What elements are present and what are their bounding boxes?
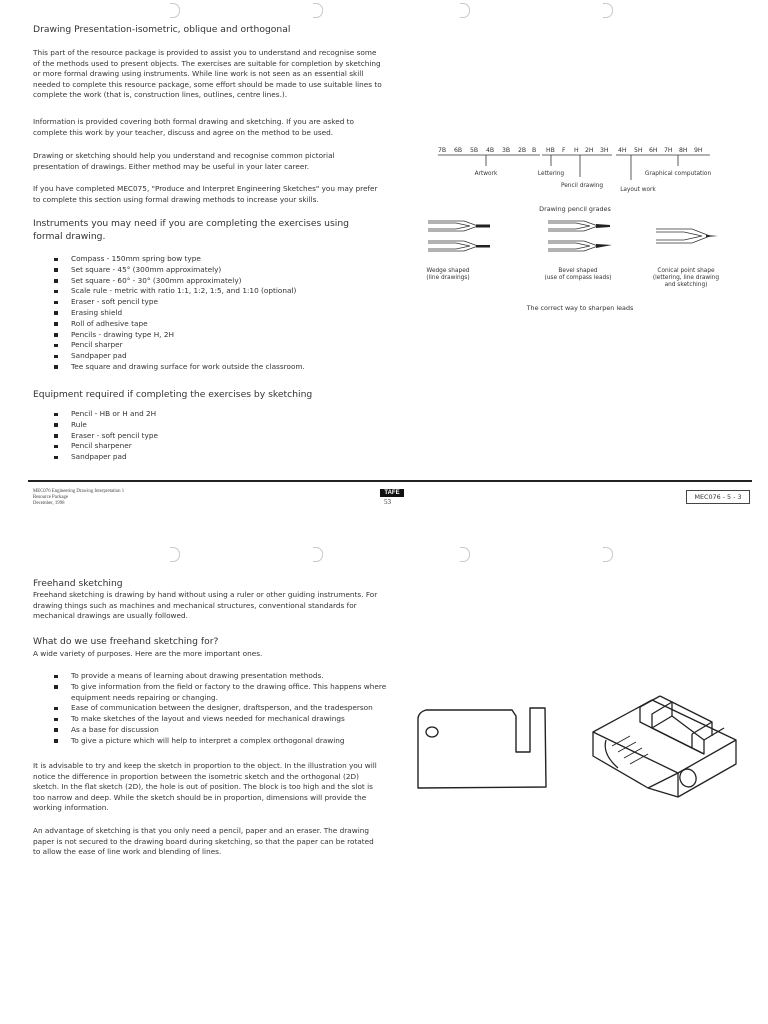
module-code: MEC076 - 5 - 3 [686,490,750,504]
paragraph: Drawing or sketching should help you understand and recognise common pictorial presentation of drawings. Either method may be useful in your later career. [33,151,335,171]
bevel-lead-label: Bevel shaped (use of compass leads) [544,268,612,281]
grade-use-label: Graphical computation [644,171,712,177]
grade-label: B [532,147,537,154]
binder-hole [170,3,180,18]
grade-label: HB [546,147,555,154]
paragraph: Information is provided covering both formal drawing and sketching. If you are asked to complete this work by your teacher, discuss and agree on the method to be used. [33,117,354,137]
section-title: Freehand sketching [33,578,123,589]
list-item: Pencil sharper [52,340,382,351]
grade-label: F [562,147,566,154]
grade-use-label: Pencil drawing [560,183,604,189]
grade-label: 8H [679,147,688,154]
grade-label: 2H [585,147,594,154]
page-number: 53 [384,498,391,506]
paragraph: An advantage of sketching is that you only need a pencil, paper and an eraser. The drawing paper is not secured to the drawing board during sketching, so that the paper can be rotated to allow the ease of line work and blending of lines. [33,826,374,857]
list-item: To give a picture which will help to interpret a complex orthogonal drawing [52,736,387,747]
list-item: Compass - 150mm spring bow type [52,254,382,265]
binder-hole [313,547,323,562]
instruments-heading: Instruments you may need if you are completing the exercises using formal drawing. [33,218,349,242]
grade-label: 4H [618,147,627,154]
list-item: To make sketches of the layout and views needed for mechanical drawings [52,714,387,725]
grade-label: 2B [518,147,527,154]
paragraph: It is advisable to try and keep the sketch in proportion to the object. In the illustration you will notice the difference in proportion between the isometric sketch and the orthogonal (2D) sketch. In the flat sketch (2D), the hole is out of position. The block is too high and the slot is too narrow and deep. While the sketch should be in proportion, dimensions will provide the working information. [33,761,377,813]
uses-list [52,671,387,747]
paragraph: This part of the resource package is provided to assist you to understand and recognise some of the methods used to present objects. The exercises are suitable for completion by sketching or more formal drawing using instruments. While line work is not seen as an essential skill needed to complete this resource package, some effort should be made to use suitable lines to complete the work (that is, construction lines, outlines, centre lines.). [33,48,382,100]
pencil-leads-diagram [420,215,730,265]
grade-label: 6H [649,147,658,154]
wedge-lead-label: Wedge shaped (line drawings) [426,268,470,281]
list-item: Scale rule - metric with ratio 1:1, 1:2, 1:5, and 1:10 (optional) [52,286,382,297]
uses-intro: A wide variety of purposes. Here are the more important ones. [33,649,263,658]
list-item: Set square - 60° - 30° (300mm approximately) [52,276,382,287]
list-item: Sandpaper pad [52,351,382,362]
instruments-list [52,254,382,373]
list-item: Erasing shield [52,308,382,319]
grade-label: 3B [502,147,511,154]
tafe-logo: TAFE [380,489,404,497]
list-item: Eraser - soft pencil type [52,297,382,308]
grade-label: 5H [634,147,643,154]
list-item: Eraser - soft pencil type [52,431,352,442]
paragraph: If you have completed MEC075, "Produce and Interpret Engineering Sketches" you may prefer to complete this section using formal drawing methods to increase your skills. [33,184,378,204]
uses-heading: What do we use freehand sketching for? [33,636,219,647]
grade-label: 9H [694,147,703,154]
grade-label: 7B [438,147,447,154]
orthogonal-sketch [412,690,562,800]
list-item: As a base for discussion [52,725,387,736]
grade-use-label: Layout work [620,187,656,193]
list-item: Set square - 45° (300mm approximately) [52,265,382,276]
leads-caption: The correct way to sharpen leads [526,304,634,312]
grade-use-label: Lettering [537,171,565,177]
grade-label: 7H [664,147,673,154]
binder-hole [313,3,323,18]
grade-use-label: Artwork [474,171,498,177]
conical-lead-label: Conical point shape (lettering, line drawing and sketching) [652,268,720,288]
list-item: Rule [52,420,352,431]
binder-hole [170,547,180,562]
footer-rule [28,480,752,482]
grade-label: 3H [600,147,609,154]
list-item: Sandpaper pad [52,452,352,463]
pencil-grades-diagram [420,140,730,220]
list-item: To provide a means of learning about drawing presentation methods. [52,671,387,682]
list-item: To give information from the field or factory to the drawing office. This happens where equipment needs repairing or changing. [52,682,387,704]
list-item: Ease of communication between the designer, draftsperson, and the tradesperson [52,703,387,714]
paragraph: Freehand sketching is drawing by hand without using a ruler or other guiding instruments. For drawing things such as machines and mechanical structures, conventional standards for mechanical drawings are usually followed. [33,590,378,621]
equipment-list [52,409,352,463]
list-item: Pencil - HB or H and 2H [52,409,352,420]
binder-hole [460,3,470,18]
list-item: Pencils - drawing type H, 2H [52,330,382,341]
binder-hole [603,547,613,562]
grade-label: 5B [470,147,479,154]
binder-hole [603,3,613,18]
isometric-sketch [588,680,748,800]
diagram-caption: Drawing pencil grades [539,205,611,213]
equipment-heading: Equipment required if completing the exercises by sketching [33,389,313,400]
list-item: Pencil sharpener [52,441,352,452]
grade-label: 4B [486,147,495,154]
grade-label: 6B [454,147,463,154]
footer-source: MEC076 Engineering Drawing Interpretation 1 Resource Package December, 1998 [33,489,125,506]
binder-hole [460,547,470,562]
page-title: Drawing Presentation-isometric, oblique and orthogonal [33,24,291,35]
list-item: Tee square and drawing surface for work outside the classroom. [52,362,382,373]
grade-label: H [574,147,579,154]
list-item: Roll of adhesive tape [52,319,382,330]
